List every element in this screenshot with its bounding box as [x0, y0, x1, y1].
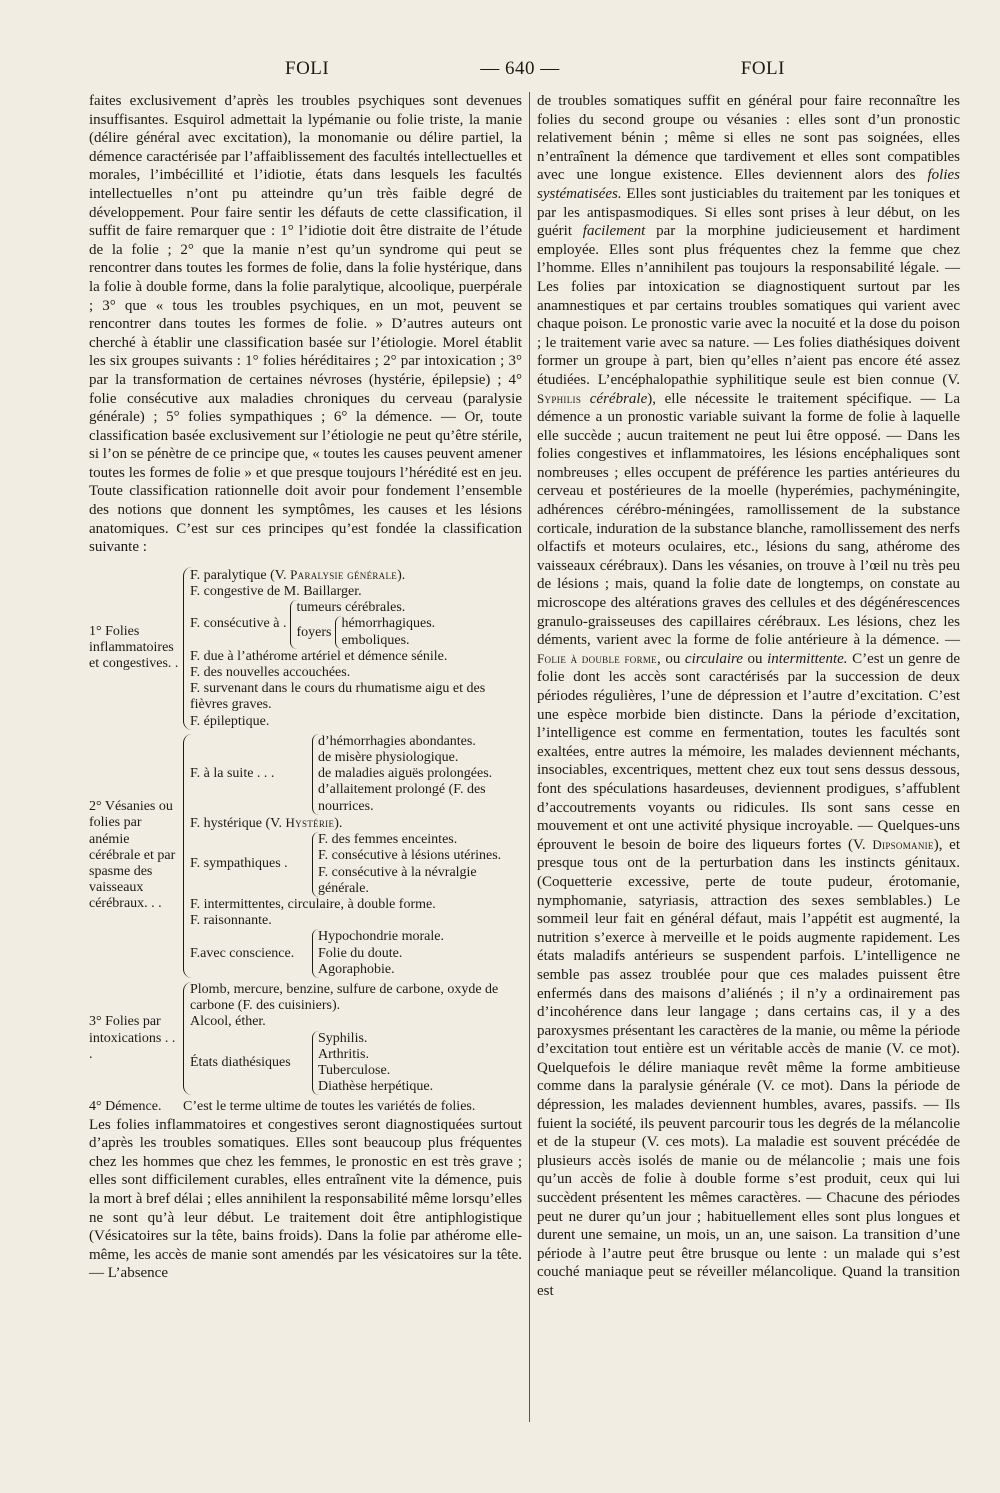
g2-avec-conscience: F.avec conscience. Hypochondrie morale. Folie du doute. Agoraphobie.: [190, 929, 444, 977]
header-left-word: FOLI: [285, 58, 330, 79]
g1-congestive: F. congestive de M. Baillarger.: [190, 584, 362, 600]
right-column: [537, 92, 960, 1301]
classification-table: [89, 567, 522, 1116]
g3-metaux: Plomb, mercure, benzine, sulfure de carbone, oxyde de carbone (F. des cuisiniers).: [190, 981, 499, 1014]
g3-alcool: Alcool, éther.: [190, 1014, 266, 1030]
g1-atherome: F. due à l’athérome artériel et démence sénile.: [190, 648, 448, 664]
group-intoxications: [89, 982, 522, 1095]
header-right-word: FOLI: [740, 58, 785, 79]
group-2-label: 2° Vésanies ou folies par anémie cérébrale et par spasme des vaisseaux cérébraux. . .: [89, 799, 176, 912]
group-inflammatory: [89, 567, 522, 730]
group-demence: [89, 1099, 522, 1115]
group-3-body: [183, 982, 522, 1095]
g2-sympathiques: F. sympathiques . F. des femmes enceintes. F. consécutive à lésions utérines. F. consécutive à la névralgie générale.: [190, 832, 522, 897]
running-header: [90, 58, 950, 86]
group-1-label: 1° Folies inflammatoires et congestives. .: [89, 624, 179, 672]
group-4-text: C’est le terme ultime de toutes les variétés de folies.: [183, 1099, 476, 1115]
group-2-body: [183, 734, 522, 978]
g1-epileptique: F. épileptique.: [190, 713, 270, 729]
page-number: — 640 —: [480, 58, 560, 79]
group-3-label: 3° Folies par intoxications . . .: [89, 1014, 176, 1062]
group-1-body: [183, 567, 522, 730]
g2-intermittentes: F. intermittentes, circulaire, à double forme.: [190, 896, 436, 912]
group-4-label: 4° Démence.: [89, 1099, 162, 1115]
left-column: [89, 92, 522, 1283]
column-divider: [529, 92, 530, 1422]
g2-raisonnante: F. raisonnante.: [190, 913, 272, 929]
g1-accouchees: F. des nouvelles accouchées.: [190, 665, 351, 681]
g3-diathesiques: États diathésiques Syphilis. Arthritis. Tuberculose. Diathèse herpétique.: [190, 1030, 434, 1095]
left-paragraph-2: Les folies inflammatoires et congestives seront diagnostiquées surtout d’après les troubles somatiques. Elles sont beaucoup plus fréquentes chez les hommes que chez les femmes, le pronostic en est très grave ; elles sont difficilement curables, elles entraînent vite la démence, puis la mort à bref délai ; elles annihilent la responsabilité même lorsqu’elles ne sont qu’à leur début. Le traitement doit être antiphlogistique (Vésicatoires sur la tête, bains froids). Dans la folie par athérome elle-même, les accès de manie sont amendés par les vésicatoires sur la tête. — L’absence: [89, 1116, 522, 1282]
g1-rhumatisme: F. survenant dans le cours du rhumatisme aigu et des fièvres graves.: [190, 681, 486, 713]
g2-hysterique: F. hystérique (V. Hystérie).: [190, 814, 343, 831]
g2-a-la-suite: F. à la suite . . . d’hémorrhagies abondantes. de misère physiologique. de maladies aiguës prolongées. d’allaitement prolongé (F. des nourrices.: [190, 734, 522, 815]
group-vesanies: [89, 734, 522, 978]
left-paragraph-1: faites exclusivement d’après les troubles psychiques sont devenues insuffisantes. Esquirol admettait la lypémanie ou folie triste, la manie (délire général avec excitation), la monomanie ou délire partiel, la démence caractérisée par l’affaiblissement des facultés intellectuelles et morales, l’imbécillité et l’idiotie, états dans lesquels les facultés intellectuelles n’ont pu atteindre qu’un très faible degré de développement. Pour faire sentir les défauts de cette classification, il suffit de faire remarquer que : 1° l’idiotie doit être distraite de l’étude de la folie ; 2° que la manie n’est qu’un syndrome qui peut se rencontrer dans toutes les formes de folie, dans la folie hystérique, dans la folie à double forme, dans la folie paralytique, alcoolique, puerpérale ; 3° que « tous les troubles psychiques, en un mot, peuvent se rencontrer dans toutes les formes de folie. » D’autres auteurs ont cherché à établir une classification basée sur l’étiologie. Morel établit les six groupes suivants : 1° folies héréditaires ; 2° par intoxication ; 3° par la transformation de certaines névroses (hystérie, épilepsie) ; 4° folie consécutive aux maladies chroniques du cerveau (paralysie générale) ; 5° folies sympathiques ; 6° la démence. — Or, toute classification basée exclusivement sur l’étiologie ne peut qu’être stérile, si l’on se pénètre de ce principe que, « toutes les causes peuvent amener toutes les formes de folie » et que presque toujours l’hérédité est en jeu. Toute classification rationnelle doit avoir pour fondement l’ensemble des notions que donnent les symptômes, les causes et les lésions anatomiques. C’est sur ces principes qu’est fondée la classification suivante :: [89, 93, 522, 556]
right-paragraph: de troubles somatiques suffit en général pour faire reconnaître les folies du second groupe ou vésanies : elles sont d’un pronostic relativement bénin ; même si elles ne sont pas soignées, elles n’entraînent la démence que tardivement et elles sont compatibles avec une longue existence. Elles deviennent alors des folies systématisées. Elles sont justiciables du traitement par les toniques et par les antispasmodiques. Si elles sont prises à leur début, on les guérit facilement par la morphine judicieusement et hardiment employée. Elles sont plus fréquentes chez la femme que chez l’homme. Elles n’annihilent pas toujours la responsabilité légale. — Les folies par intoxication se diagnostiquent surtout par les anamnestiques et par certains troubles somatiques qui varient avec chaque poison. Le pronostic varie avec la nocuité et la dose du poison ; le traitement varie avec sa nature. — Les folies diathésiques doivent former un groupe à part, bien qu’elles n’aient pas encore été assez étudiées. L’encéphalopathie syphilitique seule est bien connue (V. Syphilis cérébrale), elle nécessite le traitement spécifique. — La démence a un pronostic variable suivant la forme de folie à laquelle elle succède ; aucun traitement ne peut lui être opposé. — Dans les folies congestives et inflammatoires, les lésions encéphaliques sont nombreuses ; elles occupent de préférence les parties antérieures du cerveau et postérieures de la moelle (hyperémies, pachyméningite, adhérences cérébro-méningées, ramollissement de la substance corticale, induration de la substance blanche, ramollissement des nerfs olfactifs et moteurs oculaires, etc., lésions du sang, athérome des vaisseaux cérébraux). Dans les vésanies, on trouve à l’œil nu très peu de lésions ; mais, quand la folie date de longtemps, on constate au microscope des altérations graves des cellules et des dégénérescences granulo-graisseuses des capillaires cérébraux. Les lésions, chez les déments, varient avec la forme de folie antérieure à la démence. — Folie à double forme, ou circulaire ou intermittente. C’est un genre de folie dont les accès sont caractérisés par la succession de deux périodes régulières, l’une de dépression et l’autre d’excitation. C’est une espèce morbide bien distincte. Dans la période d’excitation, l’intelligence est comme en fermentation, toutes les facultés sont exaltées, entre autres la mémoire, les malades deviennent méchants, insociables, excentriques, mettent chez eux tout sens dessus dessous, font des spéculations hasardeuses, deviennent prodigues, s’affublent d’accoutrements voyants ou ridicules. Ils sont sans cesse en mouvement et ont une activité physique incroyable. — Quelques-uns éprouvent le besoin de boire des liqueurs fortes (V. Dipsomanie), et presque tous ont de la perturbation dans les instincts génitaux. (Coquetterie excessive, perte de toute pudeur, érotomanie, nymphomanie, satyriasis, attraction des sexes semblables.) Le sommeil leur fait en général défaut, mais l’appétit est augmenté, la nutrition s’exerce à merveille et le poids augmente rapidement. Les états maladifs antérieurs se suspendent parfois. L’intelligence ne semble pas assez troublée pour que ces malades puissent être enfermés dans des maisons d’aliénés ; il n’y a ordinairement pas d’incohérence dans leur langage ; dans certains cas, il y a des paroxysmes présentant les caractères de la manie, ou même la période d’excitation tout entière est un véritable accès de manie (V. ce mot). Quelquefois le délire maniaque revêt même la forme ambitieuse comme dans la paralysie générale (V. ce mot). Dans la période de dépression, les malades deviennent humbles, avares, passifs. — Ils fuient la société, ils peuvent parcourir tous les degrés de la mélancolie et de la stupeur (V. ces mots). La maladie est souvent précédée de plusieurs accès isolés de manie ou de mélancolie ; mais une fois qu’un accès de folie à double forme s’est produit, ceux qui lui succèdent présentent les mêmes caractères. — Chacune des périodes peut ne durer qu’un jour ; habituellement elles sont plus longues et durent une semaine, un mois, un an, une saison. La transition d’une période à l’autre peut être brusque ou lente : un malade qui s’est couché maniaque peut se réveiller mélancolique. Quand la transition est: [537, 93, 960, 1299]
g1-consecutive: F. consécutive à . tumeurs cérébrales. foyers hémorrhagiques. emboliques.: [190, 600, 436, 648]
g1-paralytique: F. paralytique (V. Paralysie générale).: [190, 566, 406, 583]
